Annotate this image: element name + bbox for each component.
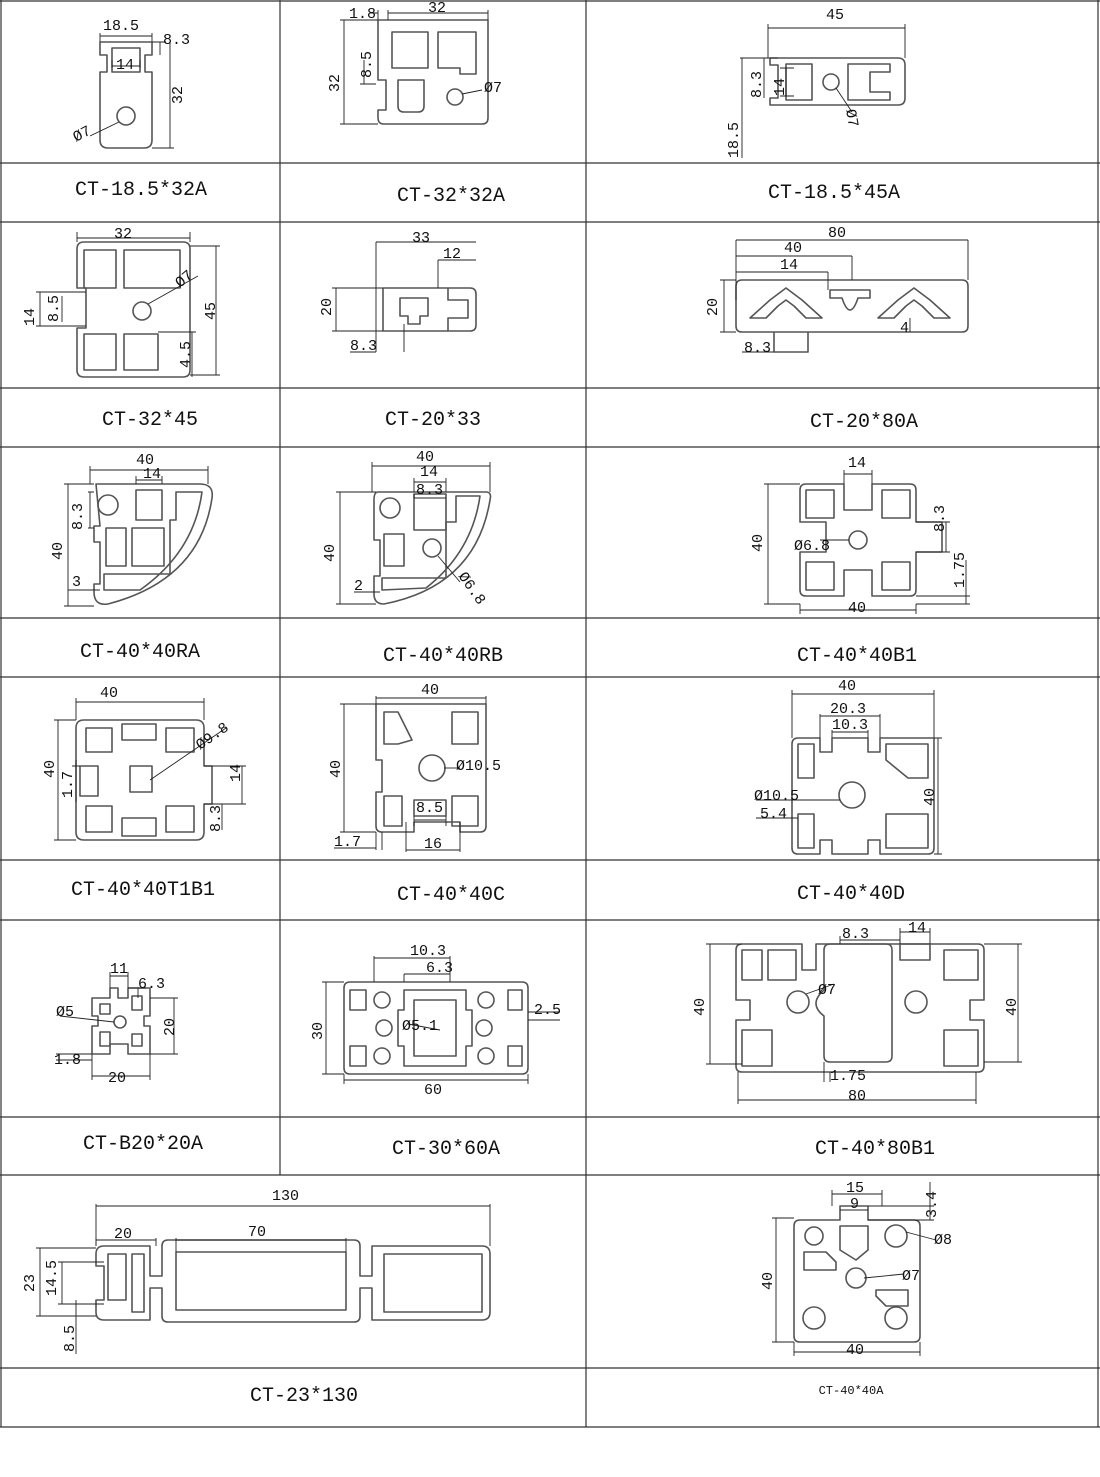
dim-label: 40 <box>328 759 345 778</box>
dim-label: 40 <box>1004 997 1021 1016</box>
dim-label: 8.3 <box>932 504 949 532</box>
dim-label: 14 <box>116 57 135 74</box>
dim-label: Ø6.8 <box>794 538 831 555</box>
dim-label: Ø7 <box>818 982 837 999</box>
dim-label: 1.75 <box>830 1068 867 1085</box>
profile-ct-30x60a <box>310 943 561 1099</box>
dim-label: 14 <box>848 455 867 472</box>
dim-label: 40 <box>760 1271 777 1290</box>
dim-label: 3 <box>72 574 82 591</box>
dim-label: 8.5 <box>416 800 444 817</box>
dim-label: 20 <box>108 1070 127 1087</box>
dim-label: 8.5 <box>62 1324 79 1352</box>
dim-label: 40 <box>322 543 339 562</box>
dim-label: 4.5 <box>178 340 195 368</box>
profile-ct-40x40d <box>754 678 942 854</box>
dim-label: 14 <box>772 77 789 96</box>
dim-label: 32 <box>327 73 344 92</box>
dim-label: 23 <box>22 1273 39 1292</box>
dim-label: 8.3 <box>350 338 378 355</box>
dim-label: 40 <box>838 678 857 695</box>
profile-caption: CT-30*60A <box>391 1138 501 1161</box>
dim-label: 1.8 <box>54 1052 82 1069</box>
profile-ct-40x40a <box>760 1180 952 1359</box>
profile-caption: CT-40*40B1 <box>796 645 918 668</box>
dim-label: 60 <box>424 1082 443 1099</box>
dim-label: 20 <box>162 1017 179 1036</box>
dim-label: 40 <box>848 600 867 617</box>
dim-label: 1.8 <box>349 6 377 23</box>
dim-label: 8.3 <box>842 926 870 943</box>
profile-caption: CT-40*40C <box>396 884 506 907</box>
dim-label: 20 <box>705 297 722 316</box>
dim-label: 40 <box>846 1342 865 1359</box>
dim-label: Ø10.5 <box>754 788 800 805</box>
dim-label: 14 <box>228 763 245 782</box>
dim-label: Ø7 <box>841 107 861 129</box>
dim-label: Ø7 <box>70 122 95 147</box>
dim-label: 40 <box>922 787 939 806</box>
dim-label: 1.75 <box>952 551 969 588</box>
dim-label: 6.3 <box>138 976 166 993</box>
dim-label: 80 <box>848 1088 867 1105</box>
dim-label: 8.3 <box>744 340 772 357</box>
dim-label: 16 <box>424 836 443 853</box>
dim-label: 14 <box>780 257 799 274</box>
profile-caption: CT-18.5*45A <box>767 182 901 205</box>
dim-label: 3.4 <box>924 1190 941 1218</box>
profile-caption: CT-20*33 <box>384 409 482 432</box>
profile-ct-40x40b1 <box>750 455 970 617</box>
dim-label: 40 <box>692 997 709 1016</box>
profile-ct-23x130 <box>22 1188 490 1354</box>
profile-caption: CT-23*130 <box>249 1385 359 1408</box>
dim-label: Ø8 <box>934 1232 953 1249</box>
profile-caption: CT-20*80A <box>809 411 919 434</box>
profile-ct-18-5x32a <box>70 18 190 148</box>
profile-ct-32x32a <box>327 0 502 124</box>
dim-label: 40 <box>136 452 155 469</box>
dim-label: 5.4 <box>760 806 788 823</box>
profile-caption: CT-32*45 <box>101 409 199 432</box>
dim-label: 1.7 <box>334 834 362 851</box>
dim-label: 40 <box>416 449 435 466</box>
dim-label: 12 <box>443 246 462 263</box>
dim-label: 10.3 <box>832 717 869 734</box>
profile-caption: CT-40*40RA <box>79 641 201 664</box>
dim-label: 130 <box>272 1188 300 1205</box>
profile-ct-40x40c <box>328 682 501 853</box>
dim-label: 18.5 <box>103 18 140 35</box>
profile-caption: CT-40*80B1 <box>814 1138 936 1161</box>
dim-label: 40 <box>100 685 119 702</box>
profile-ct-40x40rb <box>322 449 491 608</box>
dim-label: 14 <box>908 920 927 937</box>
dim-label: 8.5 <box>46 294 63 322</box>
profile-caption: CT-40*40RB <box>382 645 504 668</box>
dim-label: Ø7 <box>902 1268 921 1285</box>
dim-label: 14 <box>22 307 39 326</box>
dim-label: Ø5 <box>56 1004 75 1021</box>
dim-label: 2.5 <box>534 1002 562 1019</box>
dim-label: 32 <box>170 85 187 104</box>
dim-label: 14.5 <box>44 1259 61 1296</box>
profile-caption: CT-40*40D <box>796 883 906 906</box>
dim-label: 32 <box>114 226 133 243</box>
dim-label: 30 <box>310 1021 327 1040</box>
dim-label: 20.3 <box>830 701 867 718</box>
dim-label: Ø9.8 <box>193 719 233 755</box>
profile-ct-32x45 <box>22 226 220 377</box>
dim-label: 40 <box>42 759 59 778</box>
dim-label: 14 <box>420 464 439 481</box>
dim-label: 8.3 <box>70 502 87 530</box>
profile-ct-40x80b1 <box>692 920 1022 1105</box>
profile-caption: CT-18.5*32A <box>74 179 208 202</box>
dim-label: 8.5 <box>359 50 376 78</box>
dim-label: 14 <box>143 466 162 483</box>
dim-label: Ø7 <box>172 267 198 292</box>
dim-label: 33 <box>412 230 431 247</box>
profile-ct-20x33 <box>319 230 476 355</box>
dim-label: 32 <box>428 0 447 17</box>
dim-label: 2 <box>354 578 364 595</box>
dim-label: 45 <box>826 7 845 24</box>
dim-label: 8.3 <box>416 482 444 499</box>
profile-ct-b20x20a <box>54 961 179 1087</box>
dim-label: 40 <box>421 682 440 699</box>
dim-label: 9 <box>850 1196 860 1213</box>
dim-label: 40 <box>50 541 67 560</box>
profile-caption: CT-40*40T1B1 <box>70 879 216 902</box>
dim-label: 8.3 <box>749 70 766 98</box>
dim-label: 18.5 <box>726 121 743 158</box>
profile-caption: CT-B20*20A <box>82 1133 204 1156</box>
dim-label: 20 <box>319 297 336 316</box>
profile-ct-20x80a <box>705 225 968 357</box>
dim-label: Ø7 <box>484 80 503 97</box>
dim-label: Ø5.1 <box>402 1018 439 1035</box>
profile-caption: CT-40*40A <box>818 1384 884 1398</box>
dim-label: 20 <box>114 1226 133 1243</box>
profile-caption: CT-32*32A <box>396 185 506 208</box>
profile-ct-40x40t1b1 <box>42 685 246 840</box>
dim-label: Ø10.5 <box>456 758 502 775</box>
profile-ct-40x40ra <box>50 452 212 606</box>
dim-label: 80 <box>828 225 847 242</box>
dim-label: Ø6.8 <box>453 569 489 609</box>
dim-label: 40 <box>784 240 803 257</box>
dim-label: 1.7 <box>60 770 77 798</box>
dim-label: 70 <box>248 1224 267 1241</box>
dim-label: 45 <box>203 301 220 320</box>
dim-label: 10.3 <box>410 943 447 960</box>
dim-label: 4 <box>900 320 910 337</box>
dim-label: 8.3 <box>208 804 225 832</box>
dim-label: 11 <box>110 961 129 978</box>
profile-ct-18-5x45a <box>726 7 905 158</box>
dim-label: 8.3 <box>163 32 191 49</box>
dim-label: 6.3 <box>426 960 454 977</box>
dim-label: 40 <box>750 533 767 552</box>
dim-label: 15 <box>846 1180 865 1197</box>
